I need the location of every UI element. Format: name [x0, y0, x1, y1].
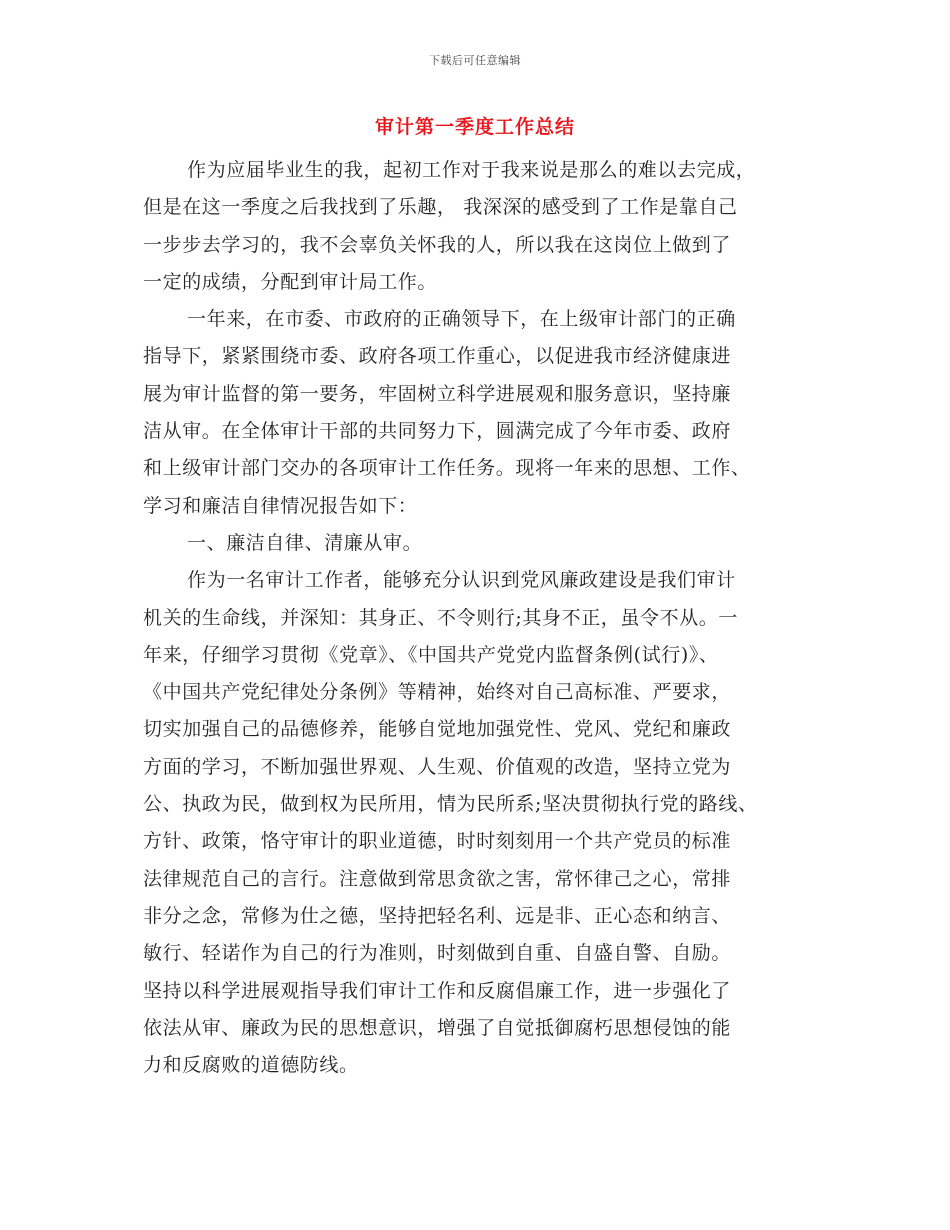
- paragraph-line: 公、执政为民，做到权为民所用，情为民所系;坚决贯彻执行党的路线、: [143, 793, 758, 816]
- paragraph-line: 学习和廉洁自律情况报告如下：: [143, 494, 418, 517]
- paragraph-line: 坚持以科学进展观指导我们审计工作和反腐倡廉工作，进一步强化了: [143, 979, 732, 1002]
- paragraph-line: 作为一名审计工作者，能够充分认识到党风廉政建设是我们审计: [187, 569, 736, 592]
- paragraph-line: 洁从审。在全体审计干部的共同努力下，圆满完成了今年市委、政府: [143, 420, 732, 443]
- paragraph-line: 方针、政策，恪守审计的职业道德，时时刻刻用一个共产党员的标准: [143, 830, 732, 853]
- paragraph-line: 一定的成绩，分配到审计局工作。: [143, 270, 438, 293]
- paragraph-line: 展为审计监督的第一要务，牢固树立科学进展观和服务意识，坚持廉: [143, 382, 732, 405]
- paragraph-line: 年来，仔细学习贯彻《党章》、《中国共产党党内监督条例(试行)》、: [143, 643, 719, 666]
- header-note: 下载后可任意编辑: [429, 54, 521, 67]
- paragraph-line: 作为应届毕业生的我，起初工作对于我来说是那么的难以去完成，: [187, 159, 756, 181]
- paragraph-line: 一步步去学习的，我不会辜负关怀我的人，所以我在这岗位上做到了: [143, 233, 732, 256]
- paragraph-line: 但是在这一季度之后我找到了乐趣， 我深深的感受到了工作是靠自己: [143, 196, 738, 219]
- document-title: 审计第一季度工作总结: [374, 116, 575, 138]
- paragraph-line: 敏行、轻诺作为自己的行为准则，时刻做到自重、自盛自警、自励。: [143, 942, 732, 965]
- paragraph-line: 和上级审计部门交办的各项审计工作任务。现将一年来的思想、工作、: [143, 457, 751, 480]
- document-body: [143, 152, 808, 1084]
- paragraph-line: 法律规范自己的言行。注意做到常思贪欲之害，常怀律己之心，常排: [143, 867, 732, 890]
- section-heading: 一、廉洁自律、清廉从审。: [187, 531, 423, 554]
- paragraph-line: 指导下，紧紧围绕市委、政府各项工作重心，以促进我市经济健康进: [143, 345, 732, 368]
- paragraph-line: 方面的学习，不断加强世界观、人生观、价值观的改造，坚持立党为: [143, 755, 732, 778]
- paragraph-line: 依法从审、廉政为民的思想意识，增强了自觉抵御腐朽思想侵蚀的能: [143, 1016, 732, 1039]
- paragraph-line: 《中国共产党纪律处分条例》等精神，始终对自己高标准、严要求，: [143, 681, 732, 704]
- paragraph-line: 机关的生命线，并深知：其身正、不令则行;其身不正，虽令不从。一: [143, 606, 739, 629]
- paragraph-line: 非分之念，常修为仕之德，坚持把轻名利、远是非、正心态和纳言、: [143, 904, 732, 927]
- paragraph-line: 力和反腐败的道德防线。: [143, 1054, 359, 1077]
- paragraph-line: 一年来，在市委、市政府的正确领导下，在上级审计部门的正确: [187, 308, 736, 331]
- paragraph-line: 切实加强自己的品德修养，能够自觉地加强党性、党风、党纪和廉政: [143, 718, 732, 741]
